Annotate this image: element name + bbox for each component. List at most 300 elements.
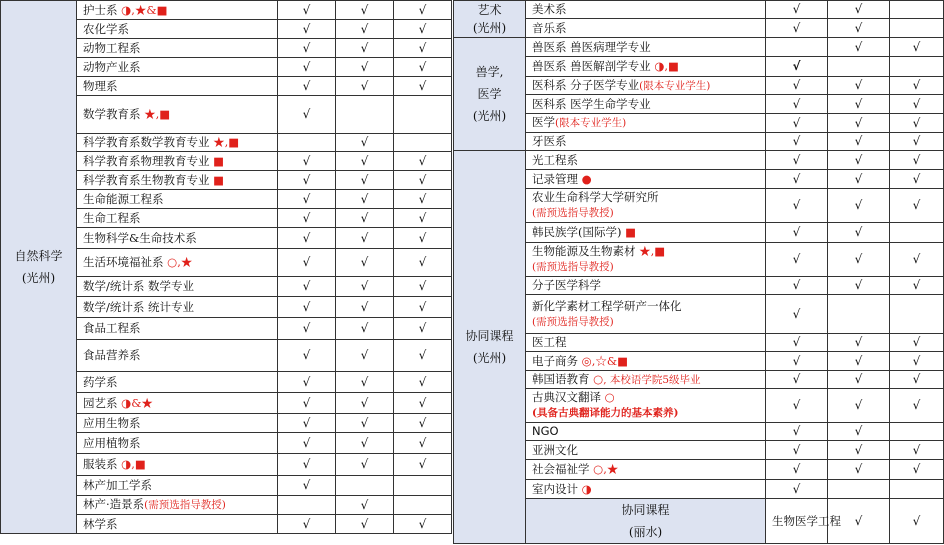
check-cell-1: √ [766,223,828,243]
department-cell [526,133,766,151]
check-cell-2: √ [336,433,394,454]
check-cell-2: √ [828,441,890,460]
check-cell-3: √ [394,297,452,318]
requirement-marks: ■ [213,172,225,187]
check-cell-3 [890,19,944,38]
check-cell-2: √ [828,389,890,423]
department-cell [77,496,278,515]
department-name: 科学教育系数学教育专业 [83,135,210,149]
check-cell-1: √ [766,352,828,371]
check-cell-2: √ [336,340,394,372]
check-cell-3: √ [394,277,452,297]
department-cell [526,189,766,223]
department-cell [526,460,766,480]
requirement-marks: ◑,★&■ [121,2,168,17]
check-cell-2: √ [336,393,394,414]
requirement-marks: ■ [213,153,225,168]
department-cell [77,58,278,77]
check-cell-2: √ [336,171,394,190]
check-cell-3: √ [890,38,944,57]
check-cell-1: √ [278,340,336,372]
check-cell-1: √ [278,171,336,190]
check-cell-3: √ [394,228,452,249]
check-cell-2: √ [828,223,890,243]
department-cell [526,151,766,170]
check-cell-1: √ [278,39,336,58]
department-note: (需预选指导教授) [532,207,614,219]
check-cell-3: √ [394,1,452,20]
check-cell-3: √ [890,95,944,114]
department-cell [77,39,278,58]
department-cell [77,77,278,96]
check-cell-2: √ [336,20,394,39]
check-cell-2: √ [336,249,394,277]
department-note: (具备古典翻译能力的基本素养) [532,407,679,419]
right-panel [453,0,943,544]
check-cell-1: √ [766,334,828,352]
check-cell-1 [278,496,336,515]
requirement-marks: ○ [604,390,615,404]
check-cell-2: √ [336,228,394,249]
department-cell [77,515,278,534]
department-cell [77,318,278,340]
requirement-marks: ◑ [581,481,592,496]
check-cell-3: √ [394,171,452,190]
table-row [454,77,944,95]
department-cell [77,20,278,39]
check-cell-1: √ [278,190,336,209]
check-cell-1: √ [278,476,336,496]
department-cell [77,249,278,277]
check-cell-2: √ [828,170,890,189]
check-cell-3: √ [890,334,944,352]
requirement-marks: ■ [625,225,637,239]
check-cell-2: √ [336,152,394,171]
check-cell-1 [766,38,828,57]
department-name: 生物科学&生命技术系 [83,230,197,245]
check-cell-3: √ [394,77,452,96]
department-name: 园艺系 [83,395,118,410]
category-label: (光州) [472,351,507,365]
check-cell-2: √ [828,460,890,480]
check-cell-1: √ [278,96,336,134]
category-cell [454,1,526,38]
department-name: 亚洲文化 [532,442,578,457]
check-cell-3: √ [890,460,944,480]
check-cell-1: √ [278,20,336,39]
department-name: 社会福祉学 [532,462,590,476]
check-cell-1: √ [278,1,336,20]
department-cell [526,57,766,77]
right-table [453,0,944,544]
department-cell [526,114,766,133]
department-name: 农化学系 [83,21,129,36]
department-name: 应用植物系 [83,435,141,450]
department-note: , 本校语学院5级毕业 [603,373,701,386]
table-row [454,1,944,19]
category-label: 自然科学 [14,249,63,263]
department-name: 分子医学科学 [532,278,601,292]
check-cell-2: √ [828,352,890,371]
department-note: (需预选指导教授) [532,315,614,328]
check-cell-3: √ [394,433,452,454]
department-name: 医学 [532,115,555,129]
department-note: (需预选指导教授) [144,499,226,511]
check-cell-3: √ [890,151,944,170]
check-cell-2: √ [336,496,394,515]
check-cell-3: √ [394,393,452,414]
check-cell-3: √ [394,515,452,534]
department-cell [526,277,766,295]
requirement-marks: ★,■ [213,135,240,149]
department-name: 医科系 医学生命学专业 [532,96,651,111]
check-cell-1: √ [766,170,828,189]
department-name: 医工程 [532,335,567,349]
department-cell [77,1,278,20]
department-name: 食品营养系 [83,348,141,362]
left-table [0,0,452,534]
requirement-marks: ★,■ [144,107,171,121]
table-row [454,151,944,170]
department-name: 记录管理 [532,171,578,186]
category-label: 协同课程 [465,329,514,343]
check-cell-1: √ [278,414,336,433]
check-cell-2: √ [828,334,890,352]
department-name: 生命工程系 [83,210,141,225]
department-cell [77,134,278,152]
check-cell-2: √ [336,414,394,433]
check-cell-3: √ [394,249,452,277]
department-name: 生物能源及生物素材 [532,244,636,258]
table-row [454,95,944,114]
check-cell-2: √ [828,371,890,389]
check-cell-2: √ [828,19,890,38]
department-cell [526,243,766,277]
check-cell-2: √ [828,277,890,295]
category-label: 艺术 [477,3,502,17]
table-row [454,189,944,223]
check-cell-1: √ [766,277,828,295]
check-cell-2: √ [336,277,394,297]
category-label: 医学 [477,87,502,101]
check-cell-2 [828,57,890,77]
department-cell [77,433,278,454]
check-cell-3 [394,96,452,134]
department-cell [526,295,766,334]
department-cell [77,96,278,134]
check-cell-2: √ [828,151,890,170]
department-cell [77,340,278,372]
department-name: 食品工程系 [83,321,141,335]
category-label: (丽水) [628,525,663,539]
department-note: (限本专业学生) [555,117,627,129]
department-cell [526,423,766,441]
department-name: 光工程系 [532,152,578,167]
department-name: 农业生命科学大学研究所 [532,190,659,204]
table-row [454,19,944,38]
check-cell-3: √ [890,277,944,295]
category-cell [526,499,766,544]
check-cell-2 [828,480,890,499]
table-row [454,371,944,389]
department-name: 兽医系 兽医病理学专业 [532,39,651,54]
check-cell-3: √ [890,352,944,371]
department-cell [77,171,278,190]
department-note: (需预选指导教授) [532,261,614,273]
department-cell [77,228,278,249]
table-row [454,423,944,441]
check-cell-2: √ [336,1,394,20]
check-cell-1: √ [766,423,828,441]
check-cell-1: √ [278,393,336,414]
check-cell-1: √ [766,1,828,19]
check-cell-1: √ [766,460,828,480]
check-cell-1: √ [766,389,828,423]
department-name: 科学教育系生物教育专业 [83,172,210,187]
department-cell [526,38,766,57]
department-name: 服装系 [83,457,118,471]
department-cell [526,371,766,389]
department-name: 新化学素材工程学研产一体化 [532,298,682,313]
check-cell-3: √ [394,209,452,228]
check-cell-1: √ [766,133,828,151]
check-cell-1 [278,134,336,152]
department-name: 林学系 [83,516,118,531]
check-cell-2: √ [336,77,394,96]
department-name: 数学/统计系 数学专业 [83,279,195,293]
category-campus: (光州) [21,271,56,285]
requirement-marks: ○,★ [167,255,193,269]
requirement-marks: ★,■ [639,244,666,258]
check-cell-1: √ [766,295,828,334]
department-cell [77,393,278,414]
table-row [454,243,944,277]
category-label: 兽学, [475,65,504,79]
department-name: 音乐系 [532,20,567,35]
department-cell [526,389,766,423]
department-name: 室内设计 [532,481,578,496]
department-name: 数学教育系 [83,107,141,121]
check-cell-2 [828,295,890,334]
check-cell-3 [890,423,944,441]
department-name: 动物工程系 [83,40,141,55]
check-cell-3 [394,496,452,515]
department-name: 林产加工学系 [83,478,152,492]
check-cell-1: √ [766,114,828,133]
check-cell-3: √ [394,58,452,77]
department-cell [526,334,766,352]
check-cell-2: √ [336,318,394,340]
department-cell [526,223,766,243]
department-name: 林产·造景系 [83,497,145,511]
table-row [454,114,944,133]
check-cell-1: √ [278,372,336,393]
table-row [454,57,944,77]
department-cell [77,414,278,433]
check-cell-1: √ [828,499,890,544]
department-name: 韩国语教育 [532,371,590,386]
department-cell [526,77,766,95]
department-name: 数学/统计系 统计专业 [83,299,195,314]
check-cell-1: √ [766,19,828,38]
check-cell-1: √ [278,249,336,277]
check-cell-3: √ [890,170,944,189]
check-cell-3: √ [890,441,944,460]
table-row [454,389,944,423]
department-cell [77,454,278,476]
category-label: 协同课程 [621,503,670,517]
requirement-marks: ● [581,171,592,186]
check-cell-3: √ [394,340,452,372]
category-cell [454,38,526,151]
check-cell-1: √ [278,318,336,340]
department-name: 美术系 [532,2,567,16]
department-name: 生命能源工程系 [83,191,164,206]
department-name: 应用生物系 [83,415,141,430]
department-name: 生活环境福祉系 [83,255,164,269]
table-row [454,352,944,371]
check-cell-2: √ [336,58,394,77]
check-cell-2: √ [336,515,394,534]
check-cell-2: √ [828,95,890,114]
table-row [1,1,452,20]
check-cell-3: √ [890,243,944,277]
check-cell-1: √ [278,209,336,228]
check-cell-3: √ [890,77,944,95]
department-name: 古典汉文翻译 [532,390,601,404]
department-name: 护士系 [83,2,118,17]
requirement-marks: ○,★ [593,462,619,476]
check-cell-1: √ [766,189,828,223]
department-cell [77,209,278,228]
check-cell-2: √ [336,372,394,393]
department-cell [526,170,766,189]
check-cell-3: √ [394,39,452,58]
check-cell-3 [890,295,944,334]
check-cell-2: √ [828,189,890,223]
check-cell-1: √ [766,95,828,114]
check-cell-2 [336,476,394,496]
table-row [454,38,944,57]
department-name: 药学系 [83,374,118,389]
department-name: 动物产业系 [83,59,141,74]
department-cell [526,19,766,38]
check-cell-1: √ [278,433,336,454]
check-cell-2: √ [336,39,394,58]
requirement-marks: ◑&★ [121,395,153,410]
table-row [454,170,944,189]
check-cell-3 [890,1,944,19]
check-cell-2: √ [828,1,890,19]
check-cell-2: √ [890,499,944,544]
requirement-marks: ◎,☆&■ [581,353,628,368]
check-cell-1: √ [278,454,336,476]
department-name: 电子商务 [532,353,578,368]
check-cell-1: √ [278,277,336,297]
department-name: 科学教育系物理教育专业 [83,153,210,168]
check-cell-2: √ [336,190,394,209]
table-row [454,480,944,499]
department-name: NGO [532,424,559,438]
check-cell-3: √ [394,414,452,433]
check-cell-3: √ [890,371,944,389]
check-cell-3 [394,134,452,152]
check-cell-3 [890,480,944,499]
check-cell-1: √ [766,77,828,95]
check-cell-1: √ [278,228,336,249]
check-cell-1: √ [766,151,828,170]
requirement-marks: ◑,■ [654,59,679,73]
check-cell-3: √ [394,20,452,39]
department-name: 牙医系 [532,134,567,148]
check-cell-1: √ [278,515,336,534]
department-cell [77,297,278,318]
department-cell [526,441,766,460]
check-cell-3 [890,223,944,243]
left-panel [0,0,451,534]
table-row [454,277,944,295]
check-cell-1: √ [766,441,828,460]
category-label: (光州) [472,109,507,123]
category-label: (光州) [472,21,507,35]
check-cell-3: √ [394,318,452,340]
department-name: 兽医系 兽医解剖学专业 [532,59,651,73]
table-row [454,295,944,334]
check-cell-3: √ [890,114,944,133]
check-cell-3 [890,57,944,77]
check-cell-3: √ [394,152,452,171]
check-cell-1: √ [766,57,828,77]
requirement-marks: ○ [593,371,604,386]
check-cell-2: √ [828,77,890,95]
check-cell-1: √ [766,371,828,389]
check-cell-2: √ [828,38,890,57]
check-cell-3: √ [394,454,452,476]
table-row [454,460,944,480]
check-cell-2: √ [828,133,890,151]
department-cell [77,476,278,496]
table-row [454,223,944,243]
category-cell [454,151,526,544]
check-cell-2: √ [828,243,890,277]
department-cell [766,499,841,544]
check-cell-1: √ [278,77,336,96]
check-cell-1: √ [766,480,828,499]
check-cell-2: √ [828,114,890,133]
check-cell-1: √ [766,243,828,277]
check-cell-3 [394,476,452,496]
department-cell [77,190,278,209]
check-cell-1: √ [278,58,336,77]
requirement-marks: ◑,■ [121,457,146,471]
department-cell [77,372,278,393]
department-cell [526,480,766,499]
check-cell-3: √ [890,133,944,151]
table-row [454,133,944,151]
department-name: 医科系 分子医学专业 [532,77,640,92]
department-cell [77,277,278,297]
department-cell [526,352,766,371]
check-cell-1: √ [278,152,336,171]
check-cell-3: √ [394,372,452,393]
department-name: 物理系 [83,78,118,93]
check-cell-2 [336,96,394,134]
check-cell-2: √ [336,454,394,476]
check-cell-2: √ [336,209,394,228]
department-note: (限本专业学生) [639,79,711,92]
department-cell [526,95,766,114]
table-row [454,334,944,352]
